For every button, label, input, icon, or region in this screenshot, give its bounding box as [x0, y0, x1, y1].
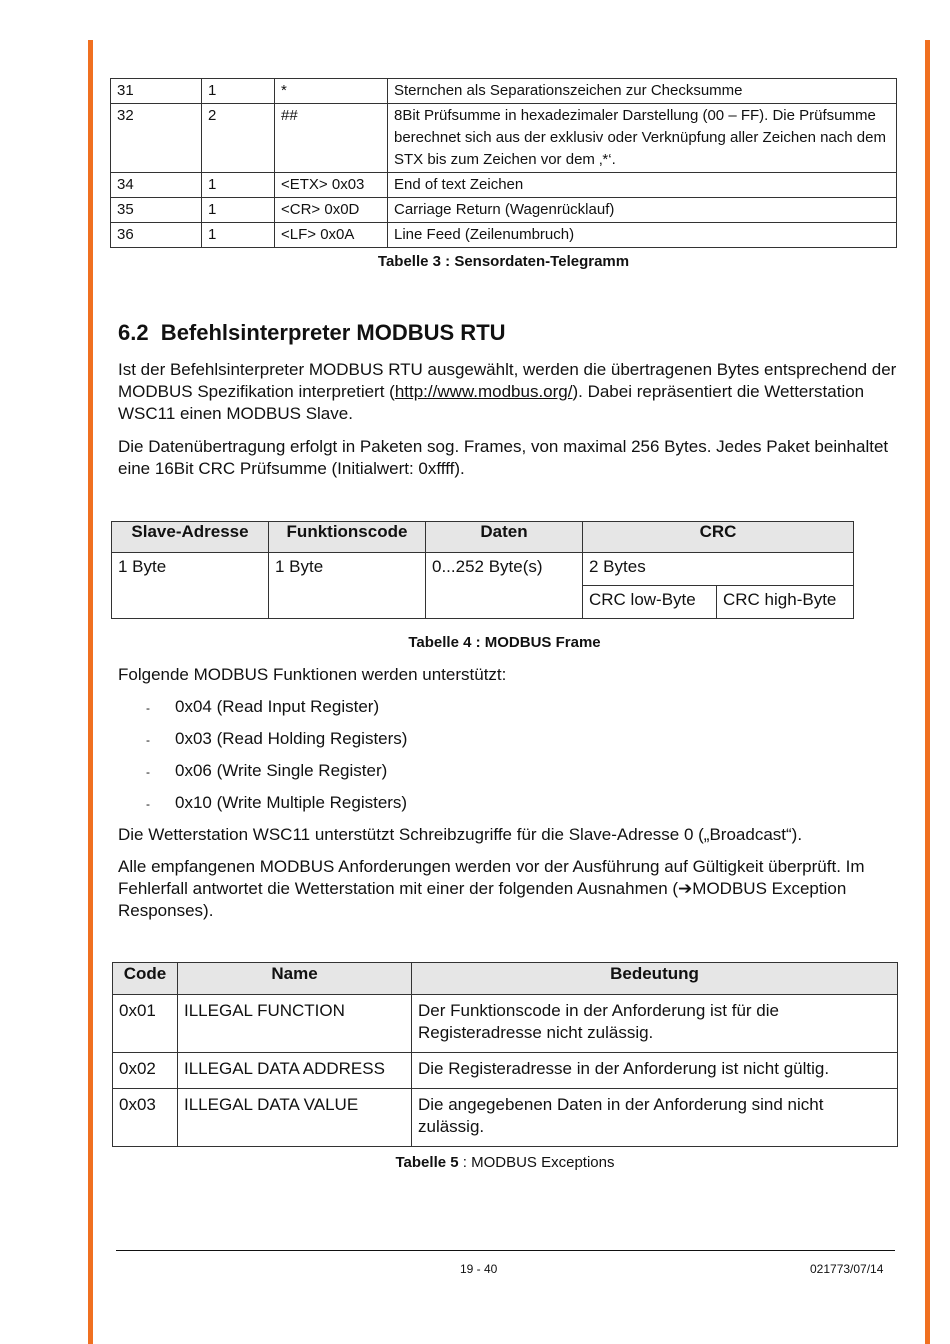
table-row	[111, 198, 897, 223]
table-cell: Der Funktionscode in der Anforderung ist für die Registeradresse nicht zulässig.	[412, 995, 898, 1053]
table-row	[113, 1053, 898, 1089]
header-code: Code	[113, 963, 178, 995]
table-header-row	[113, 963, 898, 995]
function-list-item	[146, 760, 387, 783]
sensor-telegram-table	[110, 78, 897, 248]
table-row	[113, 1089, 898, 1147]
modbus-link[interactable]: http://www.modbus.org/	[394, 382, 573, 401]
functions-intro: Folgende MODBUS Funktionen werden unterstützt:	[118, 665, 507, 684]
table-cell: 1	[202, 173, 275, 198]
table-cell: 0x03	[113, 1089, 178, 1147]
table-cell: 1 Byte	[112, 553, 269, 619]
table-cell: ILLEGAL DATA VALUE	[178, 1089, 412, 1147]
table-cell: <ETX> 0x03	[275, 173, 388, 198]
list-item-text: 0x03 (Read Holding Registers)	[175, 729, 408, 748]
table-cell: 1	[202, 223, 275, 248]
function-list-item	[146, 696, 379, 719]
broadcast-paragraph: Die Wetterstation WSC11 unterstützt Schreibzugriffe für die Slave-Adresse 0 („Broadcast“).	[118, 825, 803, 844]
frame-paragraph: Die Datenübertragung erfolgt in Paketen sog. Frames, von maximal 256 Bytes. Jedes Paket beinhaltet eine 16Bit CRC Prüfsumme (Initialwert: 0xffff).	[118, 437, 889, 478]
intro-text-before: Ist der Befehlsinterpreter MODBUS RTU ausgewählt, werden die übertragenen Bytes entsprechend der MODBUS Spezifikation interpretiert (	[118, 360, 897, 401]
list-item-text: 0x10 (Write Multiple Registers)	[175, 793, 408, 812]
table-cell: Sternchen als Separationszeichen zur Checksumme	[388, 79, 897, 104]
table-row	[113, 995, 898, 1053]
header-meaning: Bedeutung	[412, 963, 898, 995]
table-cell: <CR> 0x0D	[275, 198, 388, 223]
table-cell: 34	[111, 173, 202, 198]
intro-paragraph	[118, 359, 898, 425]
table-cell: *	[275, 79, 388, 104]
list-dash: -	[146, 797, 150, 811]
caption-text: : MODBUS Exceptions	[458, 1154, 615, 1171]
table-row	[111, 104, 897, 173]
table-cell: 35	[111, 198, 202, 223]
header-slave-address: Slave-Adresse	[112, 522, 269, 553]
left-accent-bar	[88, 40, 93, 1344]
right-accent-bar	[925, 40, 930, 1344]
caption-label: Tabelle 5	[395, 1154, 459, 1171]
table-cell: 0x01	[113, 995, 178, 1053]
modbus-exceptions-table	[112, 962, 898, 1147]
function-list-item	[146, 728, 407, 751]
table-row	[111, 173, 897, 198]
table-cell: End of text Zeichen	[388, 173, 897, 198]
list-dash: -	[146, 701, 150, 715]
arrow-icon: ➔	[678, 879, 693, 898]
list-item-text: 0x04 (Read Input Register)	[175, 697, 380, 716]
table-cell: 1 Byte	[269, 553, 426, 619]
table-cell: ##	[275, 104, 388, 173]
table-cell: 36	[111, 223, 202, 248]
crc-low-cell: CRC low-Byte	[583, 586, 717, 619]
function-list-item	[146, 792, 407, 815]
section-heading: 6.2 Befehlsinterpreter MODBUS RTU	[118, 320, 506, 345]
header-name: Name	[178, 963, 412, 995]
document-id: 021773/07/14	[810, 1262, 884, 1276]
table-cell: 2	[202, 104, 275, 173]
table-cell: Line Feed (Zeilenumbruch)	[388, 223, 897, 248]
list-dash: -	[146, 765, 150, 779]
table-cell: 0x02	[113, 1053, 178, 1089]
header-function-code: Funktionscode	[269, 522, 426, 553]
table5-caption	[112, 1154, 898, 1171]
modbus-frame-table	[111, 521, 854, 619]
intro-text-after: ). Dabei repräsentiert die Wetterstation WSC11 einen MODBUS Slave.	[118, 382, 865, 423]
table-row	[111, 79, 897, 104]
list-dash: -	[146, 733, 150, 747]
validation-paragraph	[118, 856, 898, 922]
validation-text-before: Alle empfangenen MODBUS Anforderungen werden vor der Ausführung auf Gültigkeit überprüft. Im Fehlerfall antwortet die Wetterstation mit einer der folgenden Ausnahmen (	[118, 857, 865, 898]
header-crc: CRC	[583, 522, 854, 553]
page-number: 19 - 40	[460, 1262, 498, 1276]
table-row	[112, 553, 854, 586]
table-cell: ILLEGAL DATA ADDRESS	[178, 1053, 412, 1089]
table-cell: 1	[202, 79, 275, 104]
table-cell: 31	[111, 79, 202, 104]
table-cell: 0...252 Byte(s)	[426, 553, 583, 619]
list-item-text: 0x06 (Write Single Register)	[175, 761, 388, 780]
table-cell: Carriage Return (Wagenrücklauf)	[388, 198, 897, 223]
table-cell: <LF> 0x0A	[275, 223, 388, 248]
table-row	[111, 223, 897, 248]
table-cell: ILLEGAL FUNCTION	[178, 995, 412, 1053]
table-cell: Die angegebenen Daten in der Anforderung sind nicht zulässig.	[412, 1089, 898, 1147]
table4-caption: Tabelle 4 : MODBUS Frame	[408, 634, 601, 651]
header-data: Daten	[426, 522, 583, 553]
table3-caption: Tabelle 3 : Sensordaten-Telegramm	[377, 253, 630, 270]
table-cell: 2 Bytes	[583, 553, 854, 586]
table-cell: Die Registeradresse in der Anforderung ist nicht gültig.	[412, 1053, 898, 1089]
crc-high-cell: CRC high-Byte	[717, 586, 854, 619]
table-cell: 32	[111, 104, 202, 173]
table-header-row	[112, 522, 854, 553]
validation-text-after: MODBUS Exception Responses).	[118, 879, 847, 920]
footer-divider	[116, 1250, 895, 1251]
table-cell: 1	[202, 198, 275, 223]
table-cell: 8Bit Prüfsumme in hexadezimaler Darstellung (00 – FF). Die Prüfsumme berechnet sich aus der exklusiv oder Verknüpfung aller Zeichen nach dem STX bis zum Zeichen vor dem ‚*‘.	[388, 104, 897, 173]
